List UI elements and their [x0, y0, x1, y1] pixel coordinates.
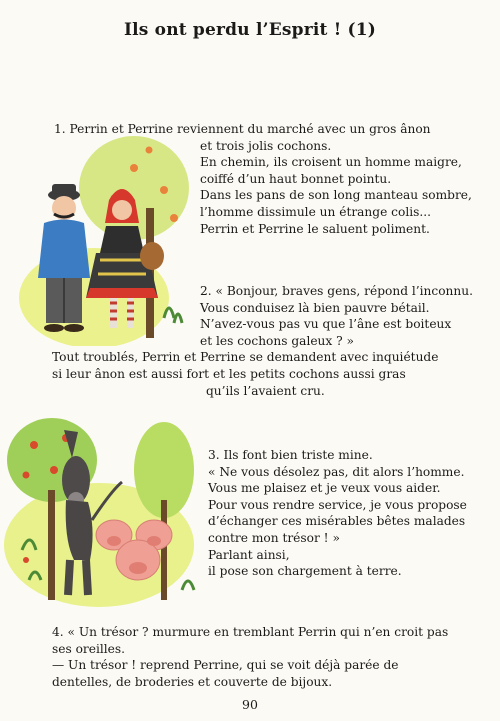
text-line: qu’ils l’avaient cru.	[206, 383, 325, 398]
text-line: il pose son chargement à terre.	[208, 564, 402, 579]
text-line: « Ne vous désolez pas, dit alors l’homme.	[208, 464, 465, 479]
text-line: coiffé d’un haut bonnet pointu.	[200, 171, 392, 186]
paragraph-2	[200, 283, 473, 349]
text-line: ses oreilles.	[52, 641, 126, 656]
paragraph-2-cont	[52, 349, 438, 382]
page-title: Ils ont perdu l’Esprit ! (1)	[123, 20, 377, 40]
text-line: N’avez-vous pas vu que l’âne est boiteux	[200, 317, 452, 332]
text-line: Vous conduisez là bien pauvre bétail.	[200, 300, 430, 315]
text-line: si leur ânon est aussi fort et les petits cochons aussi gras	[52, 366, 406, 381]
text-line: En chemin, ils croisent un homme maigre,	[200, 155, 462, 170]
text-line: 2. « Bonjour, braves gens, répond l’inconnu.	[200, 284, 473, 298]
text-line: 3. Ils font bien triste mine.	[208, 448, 373, 462]
text-line: 1. Perrin et Perrine reviennent du marché avec un gros ânon	[54, 122, 431, 136]
text-line: Tout troublés, Perrin et Perrine se demandent avec inquiétude	[52, 350, 439, 365]
text-line: Pour vous rendre service, je vous propose	[208, 497, 467, 512]
text-line: et trois jolis cochons.	[200, 138, 332, 153]
text-line: Perrin et Perrine le saluent poliment.	[200, 221, 430, 236]
text-line: 4. « Un trésor ? murmure en tremblant Perrin qui n’en croit pas	[52, 625, 449, 639]
text-line: Parlant ainsi,	[208, 547, 290, 562]
text-line: d’échanger ces misérables bêtes malades	[208, 514, 466, 529]
paragraph-1-cont	[200, 138, 472, 238]
text-line: Dans les pans de son long manteau sombre,	[200, 188, 472, 203]
text-line: dentelles, de broderies et couverte de bijoux.	[52, 674, 333, 689]
text-line: — Un trésor ! reprend Perrine, qui se voit déjà parée de	[52, 658, 399, 673]
text-line: l’homme dissimule un étrange colis...	[200, 204, 432, 219]
paragraph-4	[52, 624, 448, 690]
text-line: Vous me plaisez et je veux vous aider.	[208, 481, 441, 496]
paragraph-2-end	[206, 383, 325, 400]
paragraph-3	[208, 447, 467, 580]
page-number: 90	[242, 697, 258, 712]
text-line: contre mon trésor ! »	[208, 530, 340, 545]
text-line: et les cochons galeux ? »	[200, 333, 355, 348]
paragraph-1	[54, 121, 431, 138]
illustration-perrin-perrine	[14, 128, 194, 346]
illustration-donkey-pigs	[4, 410, 200, 610]
